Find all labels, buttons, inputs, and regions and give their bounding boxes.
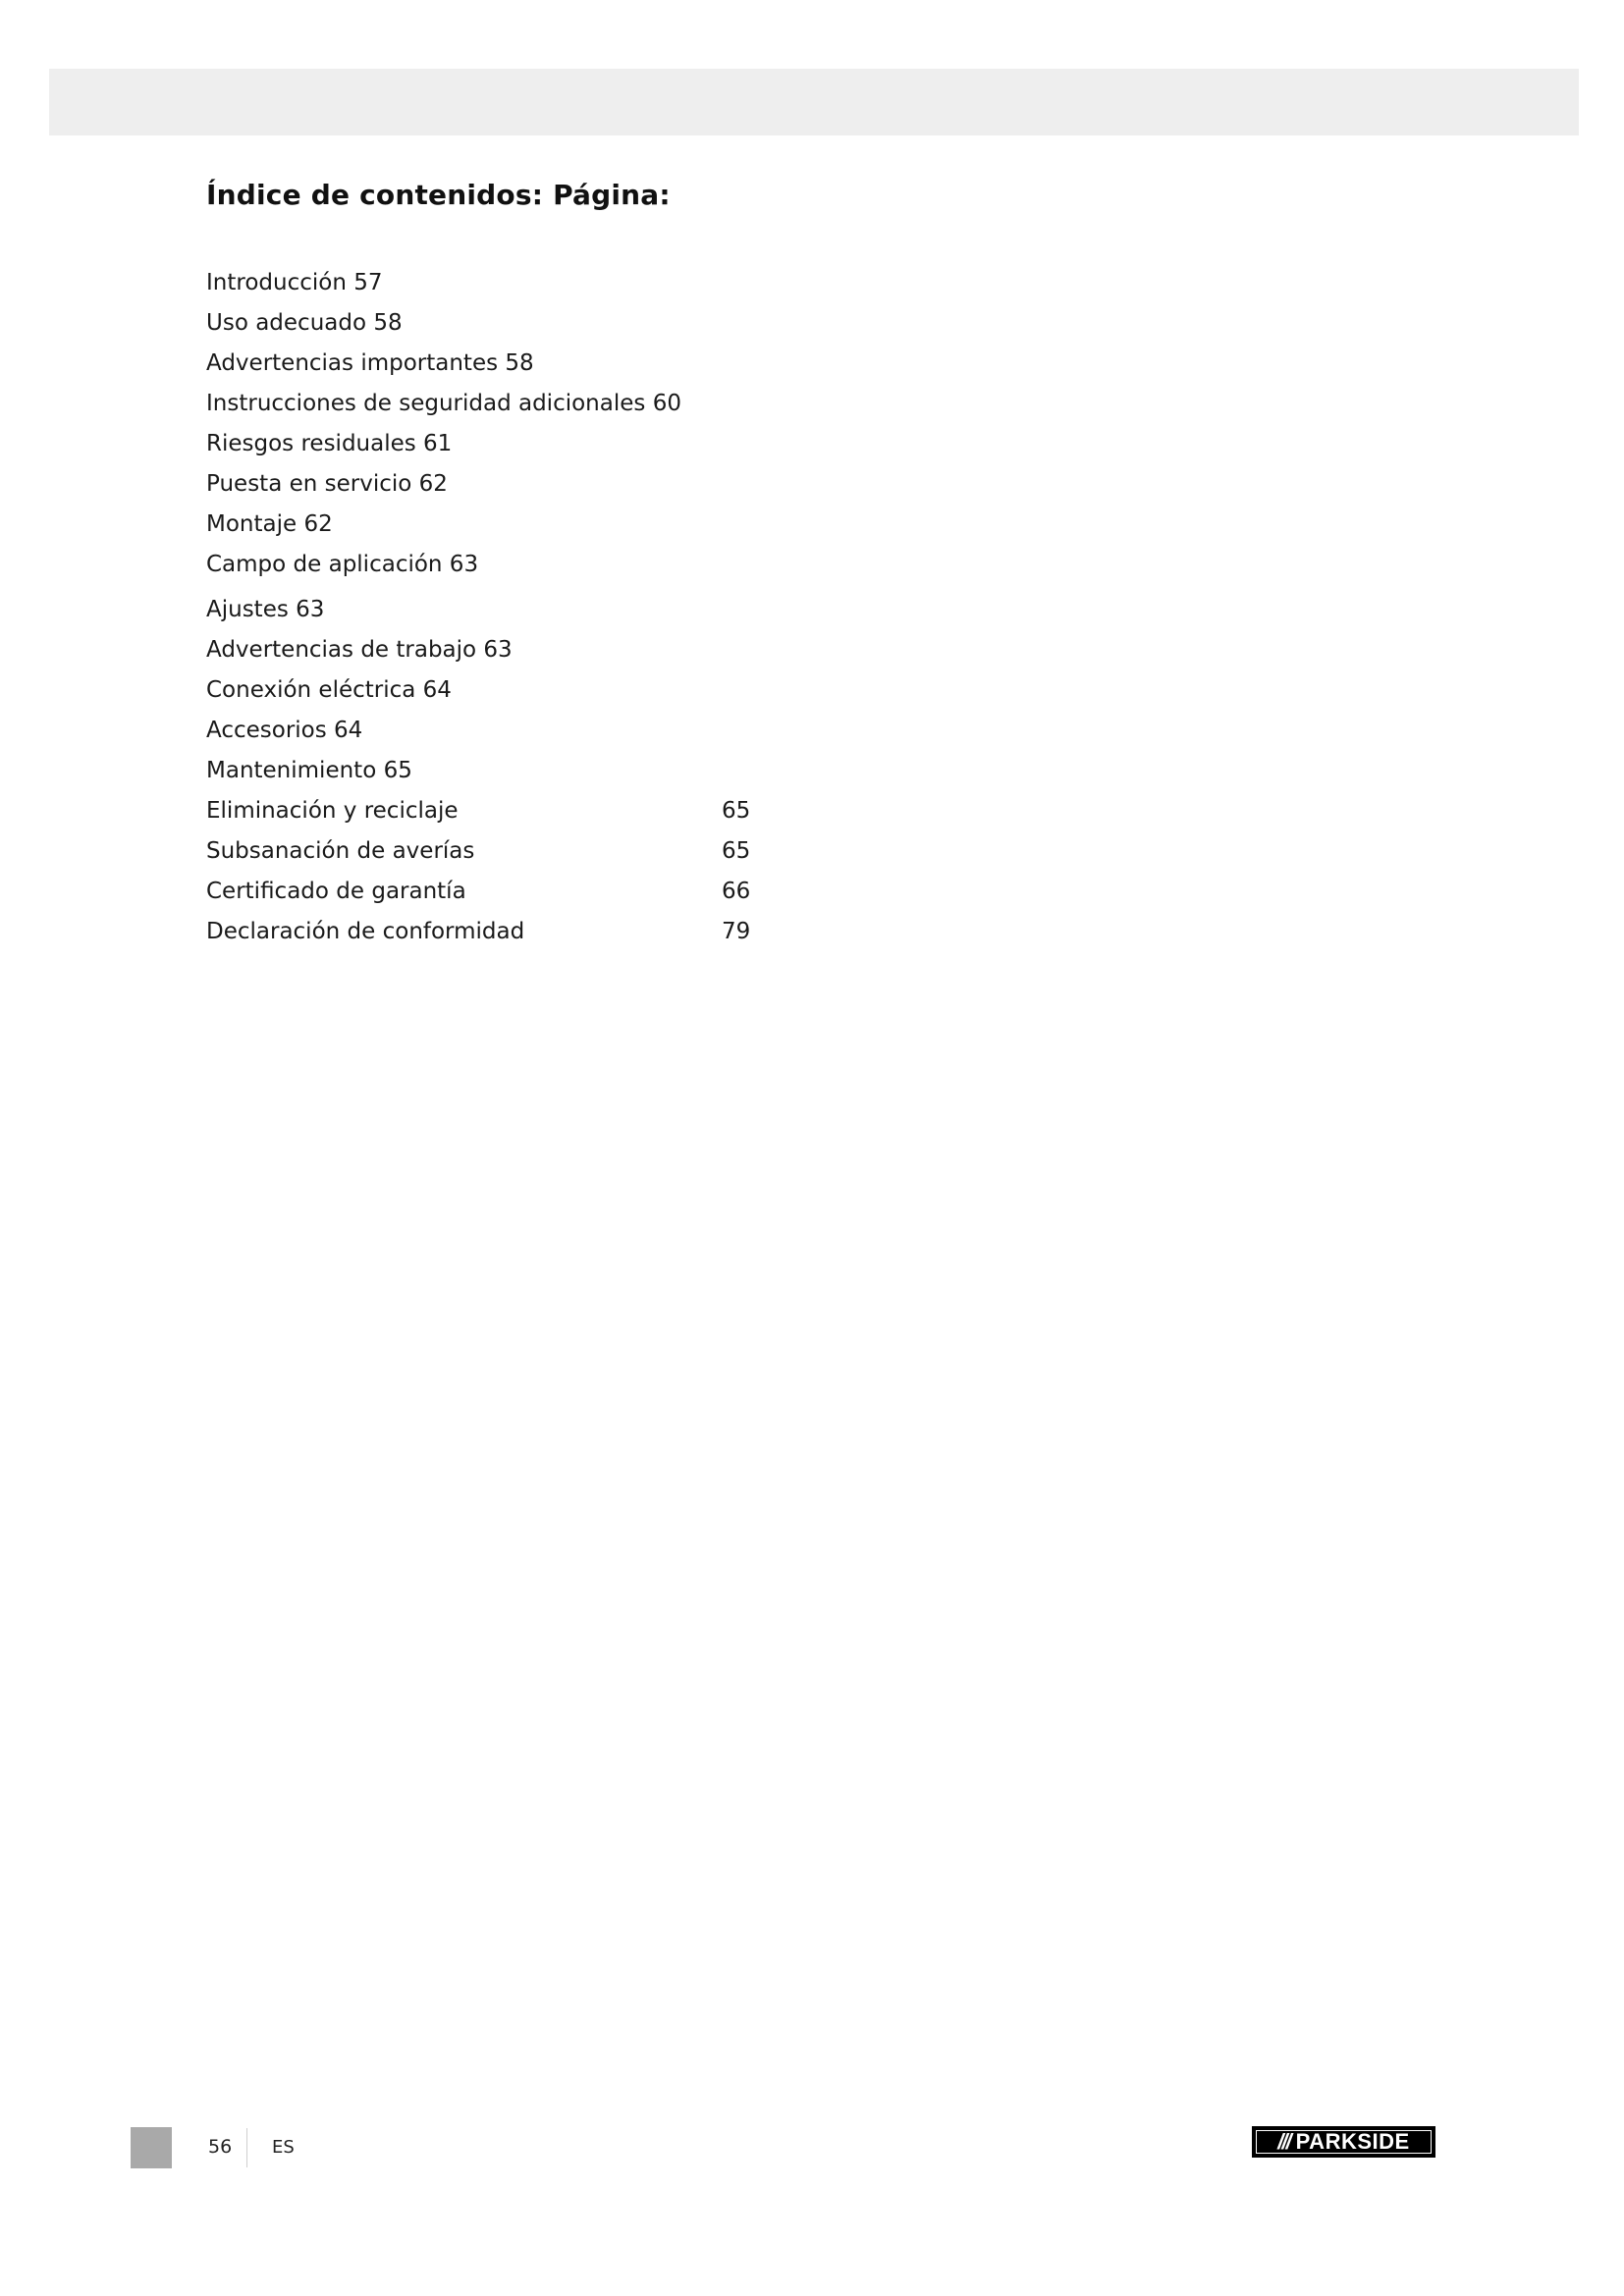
toc-entry [206, 344, 795, 384]
toc-entry [206, 791, 795, 831]
toc-entry [206, 711, 795, 751]
toc-entry [206, 505, 795, 545]
toc-entry [206, 590, 795, 630]
toc-entry-text: Eliminación y reciclaje [206, 798, 459, 824]
footer-page-number: 56 [208, 2136, 233, 2158]
toc-entry-text: Advertencias de trabajo 63 [206, 637, 513, 663]
toc-entry-text: Campo de aplicación 63 [206, 552, 479, 577]
toc-entry-text: Subsanación de averías [206, 838, 475, 864]
toc-entry [206, 424, 795, 464]
toc-entry [206, 545, 795, 585]
toc-entry [206, 630, 795, 670]
toc-entry [206, 912, 795, 952]
toc-entry [206, 670, 795, 711]
toc-entry-text: Montaje 62 [206, 511, 333, 537]
toc-title: Índice de contenidos: Página: [206, 179, 671, 211]
toc-entry [206, 263, 795, 303]
footer-marker-square [131, 2127, 172, 2168]
toc-entry-text: Uso adecuado 58 [206, 310, 403, 336]
toc-entry-text: Accesorios 64 [206, 718, 363, 743]
toc-entry-text: Mantenimiento 65 [206, 758, 412, 783]
toc-entry-text: Introducción 57 [206, 270, 383, 295]
parkside-logo [1252, 2126, 1435, 2158]
footer-language: ES [272, 2137, 295, 2158]
header-band [49, 69, 1579, 135]
toc-entry-text: Instrucciones de seguridad adicionales 60 [206, 391, 681, 416]
toc-entry-text: Certificado de garantía [206, 879, 466, 904]
toc-entry-page: 79 [722, 919, 751, 944]
toc-entry-text: Ajustes 63 [206, 597, 325, 622]
toc-list [206, 263, 795, 952]
toc-entry-text: Declaración de conformidad [206, 919, 525, 944]
toc-entry-text: Conexión eléctrica 64 [206, 677, 452, 703]
toc-entry [206, 303, 795, 344]
logo-wordmark: PARKSIDE [1295, 2129, 1410, 2154]
toc-entry [206, 464, 795, 505]
toc-entry-page: 65 [722, 838, 751, 864]
toc-entry [206, 384, 795, 424]
toc-entry-text: Puesta en servicio 62 [206, 471, 448, 497]
toc-entry [206, 751, 795, 791]
toc-entry-page: 65 [722, 798, 751, 824]
toc-entry-page: 66 [722, 879, 751, 904]
toc-entry [206, 872, 795, 912]
toc-entry-text: Advertencias importantes 58 [206, 350, 534, 376]
footer-divider [246, 2128, 247, 2167]
toc-entry-text: Riesgos residuales 61 [206, 431, 453, 456]
logo-slashes: /// [1277, 2129, 1290, 2154]
toc-entry [206, 831, 795, 872]
